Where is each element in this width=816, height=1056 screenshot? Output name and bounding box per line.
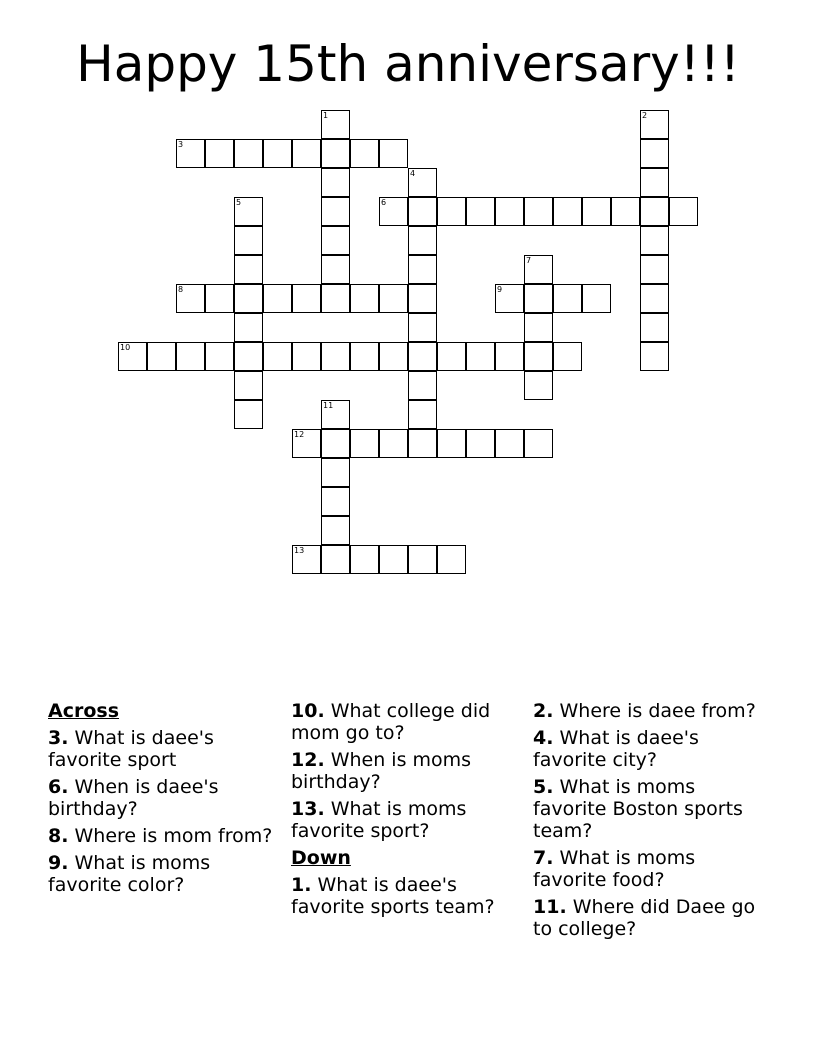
clue-text: What is moms favorite Boston sports team?	[533, 776, 743, 842]
clue-item	[291, 700, 519, 744]
grid-cell[interactable]	[408, 313, 437, 342]
grid-cell[interactable]	[263, 139, 292, 168]
grid-cell[interactable]	[234, 313, 263, 342]
clue-number-label: 2	[642, 111, 648, 120]
clue-item	[48, 825, 276, 847]
clue-item	[533, 896, 761, 940]
grid-cell[interactable]	[292, 545, 321, 574]
grid-cell[interactable]	[524, 371, 553, 400]
clue-number-label: 13	[294, 546, 305, 555]
grid-cell[interactable]	[466, 429, 495, 458]
grid-cell[interactable]	[263, 284, 292, 313]
clue-number-label: 8	[178, 285, 184, 294]
clue-text: What is moms favorite sport?	[291, 798, 467, 842]
puzzle-title: Happy 15th anniversary!!!	[76, 35, 740, 93]
clue-number: 12.	[291, 749, 325, 771]
grid-cell[interactable]	[640, 110, 669, 139]
clue-item	[533, 847, 761, 891]
grid-cell[interactable]	[669, 197, 698, 226]
clue-number-label: 12	[294, 430, 305, 439]
grid-cell[interactable]	[437, 342, 466, 371]
clue-text: What is moms favorite food?	[533, 847, 696, 891]
grid-cell[interactable]	[640, 168, 669, 197]
grid-cell[interactable]	[350, 429, 379, 458]
clue-number-label: 10	[120, 343, 131, 352]
grid-cell[interactable]	[350, 342, 379, 371]
grid-cell[interactable]	[495, 342, 524, 371]
grid-cell[interactable]	[582, 197, 611, 226]
grid-cell[interactable]	[553, 342, 582, 371]
clue-number: 6.	[48, 776, 69, 798]
grid-cell[interactable]	[321, 487, 350, 516]
clue-item	[533, 700, 761, 722]
clue-text: Where did Daee go to college?	[533, 896, 756, 940]
grid-cell[interactable]	[321, 168, 350, 197]
grid-cell[interactable]	[234, 400, 263, 429]
clue-number-label: 9	[497, 285, 503, 294]
grid-cell[interactable]	[234, 255, 263, 284]
clue-text: What is daee's favorite sports team?	[291, 874, 495, 918]
grid-cell[interactable]	[379, 197, 408, 226]
clue-item	[533, 776, 761, 842]
grid-cell[interactable]	[234, 284, 263, 313]
clue-number-label: 1	[323, 111, 329, 120]
grid-cell[interactable]	[640, 226, 669, 255]
grid-cell[interactable]	[408, 168, 437, 197]
grid-cell[interactable]	[495, 284, 524, 313]
grid-cell[interactable]	[408, 371, 437, 400]
clue-number: 9.	[48, 852, 69, 874]
grid-cell[interactable]	[292, 139, 321, 168]
clue-text: Where is daee from?	[553, 700, 756, 722]
clue-number-label: 5	[236, 198, 242, 207]
grid-cell[interactable]	[234, 197, 263, 226]
grid-cell[interactable]	[466, 342, 495, 371]
clue-number: 8.	[48, 825, 69, 847]
grid-cell[interactable]	[205, 342, 234, 371]
grid-cell[interactable]	[640, 139, 669, 168]
grid-cell[interactable]	[379, 429, 408, 458]
grid-cell[interactable]	[321, 458, 350, 487]
clue-number-label: 3	[178, 140, 184, 149]
grid-cell[interactable]	[640, 255, 669, 284]
grid-cell[interactable]	[582, 284, 611, 313]
grid-cell[interactable]	[408, 197, 437, 226]
clue-number-label: 7	[526, 256, 532, 265]
clue-item	[48, 852, 276, 896]
grid-cell[interactable]	[321, 516, 350, 545]
grid-cell[interactable]	[640, 313, 669, 342]
clue-item	[533, 727, 761, 771]
clue-column-2	[291, 700, 519, 923]
grid-cell[interactable]	[553, 284, 582, 313]
grid-cell[interactable]	[437, 429, 466, 458]
grid-cell[interactable]	[611, 197, 640, 226]
clue-item	[291, 798, 519, 842]
grid-cell[interactable]	[350, 139, 379, 168]
grid-cell[interactable]	[321, 110, 350, 139]
clue-number-label: 4	[410, 169, 416, 178]
clue-number-label: 6	[381, 198, 387, 207]
grid-cell[interactable]	[640, 284, 669, 313]
grid-cell[interactable]	[408, 255, 437, 284]
grid-cell[interactable]	[466, 197, 495, 226]
grid-cell[interactable]	[408, 226, 437, 255]
clue-number: 3.	[48, 727, 69, 749]
clue-section-heading: Across	[48, 700, 120, 722]
grid-cell[interactable]	[379, 342, 408, 371]
grid-cell[interactable]	[553, 197, 582, 226]
clue-number-label: 11	[323, 401, 334, 410]
grid-cell[interactable]	[292, 429, 321, 458]
grid-cell[interactable]	[408, 342, 437, 371]
grid-cell[interactable]	[147, 342, 176, 371]
clue-column-3	[533, 700, 761, 945]
clue-number: 10.	[291, 700, 325, 722]
grid-cell[interactable]	[292, 342, 321, 371]
clue-text: Where is mom from?	[68, 825, 273, 847]
clue-text: What college did mom go to?	[291, 700, 491, 744]
grid-cell[interactable]	[640, 342, 669, 371]
grid-cell[interactable]	[524, 284, 553, 313]
grid-cell[interactable]	[379, 139, 408, 168]
grid-cell[interactable]	[321, 284, 350, 313]
grid-cell[interactable]	[408, 284, 437, 313]
clue-column-1	[48, 700, 276, 901]
clue-number: 13.	[291, 798, 325, 820]
grid-cell[interactable]	[176, 342, 205, 371]
clue-text: What is moms favorite color?	[48, 852, 211, 896]
grid-cell[interactable]	[321, 545, 350, 574]
grid-cell[interactable]	[205, 284, 234, 313]
grid-cell[interactable]	[408, 429, 437, 458]
grid-cell[interactable]	[176, 139, 205, 168]
clue-item	[291, 749, 519, 793]
grid-cell[interactable]	[379, 545, 408, 574]
grid-cell[interactable]	[524, 197, 553, 226]
grid-cell[interactable]	[321, 342, 350, 371]
grid-cell[interactable]	[495, 197, 524, 226]
grid-cell[interactable]	[176, 284, 205, 313]
grid-cell[interactable]	[437, 545, 466, 574]
grid-cell[interactable]	[321, 429, 350, 458]
clue-number: 5.	[533, 776, 554, 798]
grid-cell[interactable]	[292, 284, 321, 313]
grid-cell[interactable]	[263, 342, 292, 371]
grid-cell[interactable]	[524, 342, 553, 371]
grid-cell[interactable]	[321, 197, 350, 226]
grid-cell[interactable]	[205, 139, 234, 168]
clue-number: 4.	[533, 727, 554, 749]
grid-cell[interactable]	[350, 284, 379, 313]
grid-cell[interactable]	[379, 284, 408, 313]
clue-text: When is daee's birthday?	[48, 776, 219, 820]
clue-item	[48, 727, 276, 771]
grid-cell[interactable]	[437, 197, 466, 226]
grid-cell[interactable]	[640, 197, 669, 226]
grid-cell[interactable]	[118, 342, 147, 371]
grid-cell[interactable]	[321, 226, 350, 255]
grid-cell[interactable]	[524, 429, 553, 458]
clue-section-heading: Down	[291, 847, 351, 869]
clue-number: 2.	[533, 700, 554, 722]
clue-text: What is daee's favorite sport	[48, 727, 214, 771]
grid-cell[interactable]	[408, 545, 437, 574]
clue-number: 7.	[533, 847, 554, 869]
clue-number: 11.	[533, 896, 567, 918]
grid-cell[interactable]	[321, 255, 350, 284]
grid-cell[interactable]	[350, 545, 379, 574]
grid-cell[interactable]	[495, 429, 524, 458]
clue-item	[48, 776, 276, 820]
grid-cell[interactable]	[408, 400, 437, 429]
clue-number: 1.	[291, 874, 312, 896]
grid-cell[interactable]	[234, 371, 263, 400]
grid-cell[interactable]	[234, 342, 263, 371]
grid-cell[interactable]	[321, 139, 350, 168]
clue-text: When is moms birthday?	[291, 749, 472, 793]
clue-text: What is daee's favorite city?	[533, 727, 699, 771]
grid-cell[interactable]	[234, 226, 263, 255]
grid-cell[interactable]	[234, 139, 263, 168]
grid-cell[interactable]	[524, 255, 553, 284]
clue-item	[291, 874, 519, 918]
grid-cell[interactable]	[321, 400, 350, 429]
grid-cell[interactable]	[524, 313, 553, 342]
